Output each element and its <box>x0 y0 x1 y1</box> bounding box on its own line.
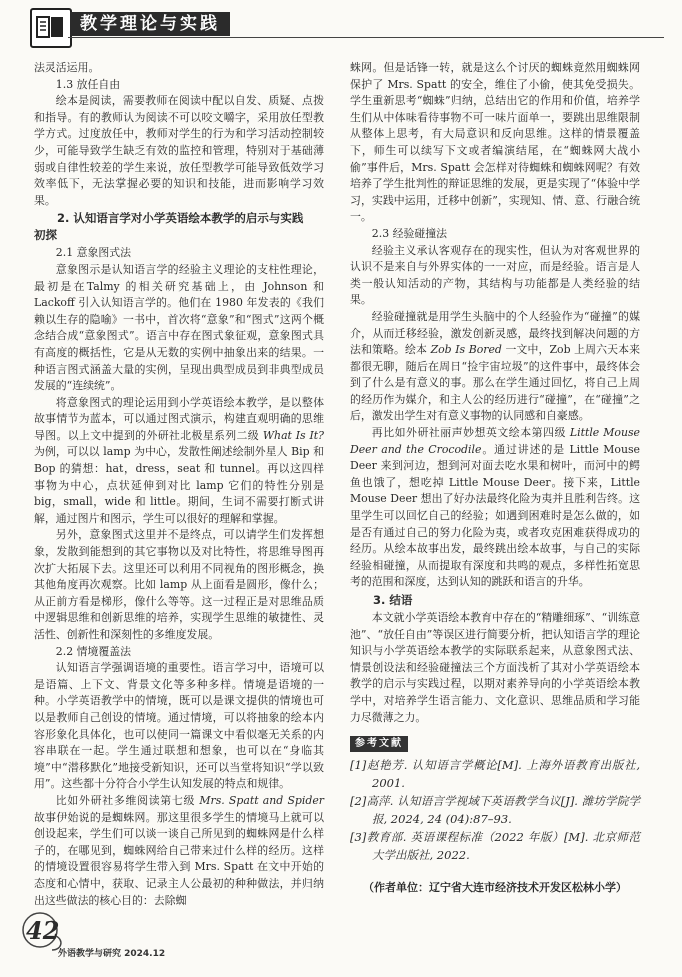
reference-item: [3]教育部. 英语课程标准（2022 年版）[M]. 北京师范大学出版社, 2022. <box>350 830 640 863</box>
paragraph <box>34 793 324 909</box>
text-run: 再比如外研社丽声妙想英文绘本第四级 <box>371 426 570 440</box>
section-heading: 3. 结语 <box>373 593 413 607</box>
section-title: 教学理论与实践 <box>70 12 230 36</box>
references-list <box>350 756 640 864</box>
text-run: 为例，可以以 lamp 为中心，发散性阐述绘制外星人 Bip 和 Bop 的猜想：hat，dress，seat 和 tunnel。再以这四样事物为中心，点状延伸到对比 lamp 它们的特性分别是 big，small，wide 和 little。期间，生词不需要打断式讲解，通过图片和图示，学生可以很好的理解和掌握。 <box>34 445 324 525</box>
paragraph: 经验主义承认客观存在的现实性，但认为对客观世界的认识不是来自与外界实体的一一对应，而是经验。语言是人类一般认知活动的产物，其结构与功能都是人类经验的结果。 <box>350 243 640 307</box>
references-label: 参考文献 <box>350 736 408 752</box>
paragraph: 本文就小学英语绘本教育中存在的“精雕细琢”、“训练意池”、“放任自由”等误区进行简要分析，把认知语言学的理论知识与小学英语绘本教学的实际联系起来，从意象图式法、情景创设法和经验碰撞法三个方面浅析了其对小学英语绘本教学的启示与实践过程，以期对素养导向的小学英语绘本教学中，对培养学生语言能力、文化意识、思维品质和学习能力尽微薄之力。 <box>350 611 640 724</box>
page-footer <box>22 910 322 960</box>
text-run: 经验碰撞就是用学生头脑中的个人经验作为“碰撞”的媒介，从而迁移经验，激发创新灵感，最终找到解决问题的方法和策略。绘本 <box>350 309 640 357</box>
book-title: Mrs. Spatt and Spider <box>199 793 324 807</box>
text-run: 比如外研社多维阅读第七级 <box>55 793 200 807</box>
page-number: 42 <box>26 916 60 945</box>
paragraph: 另外，意象图式这里并不是终点，可以请学生们发挥想象，发散到能想到的其它事物以及对比特性，将思维导图再次扩大拓展下去。这里还可以利用不同视角的图形概念，换其他角度再次观察。比如 lamp 从上面看是圆形，像什么；从正前方看是梯形，像什么等等。这一过程正是对思维品质中逻辑思维和创新思维的培养，实现学生思维的敏捷性、灵活性、创新性和深刻性的多维度发展。 <box>34 528 324 641</box>
paragraph: 意象图示是认知语言学的经验主义理论的支柱性理论，最初是在Talmy 的相关研究基础上，由 Johnson 和 Lackoff 引入认知语言学的。他们在 1980 年发表的《我们赖以生存的隐喻》一书中，首次将“意象”和“图式”这两个概念结合成“意象图式”。语言中存在图式象征观，意象图式具有高度的概括性，它是从无数的实例中抽象出来的结果。一种语言图式涵盖大量的实例，呈现出典型成员到非典型成员发展的“连续统”。 <box>34 262 324 393</box>
paragraph: 认知语言学强调语境的重要性。语言学习中，语境可以是语篇、上下文、背景文化等多种多样。情境是语境的一种。小学英语教学中的情境，既可以是课文提供的情境也可以是教师自己创设的情境。通过情境，可以将抽象的绘本内容形象化具体化，也可以使同一篇课文中看似毫无关系的内容串联在一起。学生通过联想和想象，也可以在“身临其境”中“潜移默化”地接受新知识，还可以当堂将知识“学以致用”。这些都十分符合小学生认知发展的特点和规律。 <box>34 661 324 791</box>
text-run: 一文中，Zob 上周六天本来都很无聊，随后在周日“捡宇宙垃圾”的这件事中，最终体会到了什么是有意义的事。那么在学生通过回忆，将自己上周的经历作为媒介，和主人公的经历进行“碰撞”，在“碰撞”之后，激发出学生对有意义事物的认同感和自豪感。 <box>350 343 640 423</box>
page-header <box>18 6 664 46</box>
subsection-heading: 2.2 情境覆盖法 <box>55 644 132 658</box>
paragraph: 蛛网。但是话锋一转，就是这么个讨厌的蜘蛛竟然用蜘蛛网保护了 Mrs. Spatt 的安全，维住了小偷，使其免受损失。学生重新思考“蜘蛛”归纳，总结出它的作用和价值，培养学生们从中体味看待事物不可一味片面单一，要跳出思维限制从整体上思考，有大局意识和反向思维。这样的情景覆盖下，师生可以续写下文或者编演结尾，在“蜘蛛网大战小偷”事件后，Mrs. Spatt 会怎样对待蜘蛛和蜘蛛网呢？有效培养了学生批判性的辩证思维的发展，更是实现了“体验中学习，实践中运用，迁移中创新”，实现知、情、意、行融合统一。 <box>350 61 640 224</box>
book-title: What Is It? <box>262 428 324 442</box>
book-title: Zob Is Bored <box>430 343 502 357</box>
paragraph: 绘本是阅读，需要教师在阅读中配以自发、质疑、点拨和指导。有的教师认为阅读不可以咬文嚼字，采用放任型教学方式。过度放任中，教师对学生的行为和学习活动控制较少，可能导致学生缺乏有效的监控和管理，特别对于基础薄弱或自律性较差的学生来说，放任型教学可能导致低效学习效率低下，无法掌握必要的知识和技能，进而影响学习效果。 <box>34 94 324 207</box>
text-run: 将意象图式的理论运用到小学英语绘本教学，是以整体故事情节为蓝本，可以通过图式演示，构建直观明确的思维导图。以上文中提到的外研社北极星系列二级 <box>34 395 324 442</box>
left-column <box>34 60 324 909</box>
paragraph <box>350 425 640 591</box>
paragraph <box>350 309 640 425</box>
paragraph: 法灵活运用。 <box>34 61 100 74</box>
book-title: Little Mouse Deer and the Crocodile <box>350 426 640 456</box>
section-heading-line: 初探 <box>34 228 57 243</box>
author-affiliation: （作者单位：辽宁省大连市经济技术开发区松林小学） <box>363 881 627 895</box>
section-heading <box>34 210 324 244</box>
journal-logo <box>30 8 72 48</box>
subsection-heading: 2.1 意象图式法 <box>55 246 132 260</box>
subsection-heading: 1.3 放任自由 <box>55 77 121 91</box>
subsection-heading: 2.3 经验碰撞法 <box>371 226 448 240</box>
paragraph <box>34 395 324 528</box>
header-divider <box>68 37 664 38</box>
book-icon <box>35 13 65 41</box>
section-heading-line: 2. 认知语言学对小学英语绘本教学的启示与实践 <box>57 211 304 226</box>
reference-item: [1]赵艳芳. 认知语言学概论[M]. 上海外语教育出版社, 2001. <box>350 758 640 791</box>
right-column <box>350 60 640 897</box>
journal-name: 外语教学与研究 2024.12 <box>58 949 166 959</box>
reference-item: [2]高萍. 认知语言学视域下英语教学刍议[J]. 潍坊学院学报, 2024, 24 (04):87–93. <box>350 794 640 827</box>
text-run: 故事伊始说的是蜘蛛网。那这里很多学生的情境马上就可以创设起来，学生们可以谈一谈自己所见到的蜘蛛网是什么样子的，在哪见到，蜘蛛网给自己带来过什么样的经历。这样的情境设置很容易将学生带入到 Mrs. Spatt 在文中开始的态度和心情中，获取、记录主人公最初的种种做法，并归纳出这些做法的核心目的：去除蜘 <box>34 810 324 907</box>
text-run: 。通过讲述的是 Little Mouse Deer 来到河边，想到河对面去吃水果和树叶，而河中的鳄鱼也饿了，想吃掉 Little Mouse Deer。接下来，Little Mouse Deer 想出了好办法最终化险为夷并且胜利告终。这里学生可以回忆自己的经验；如遇到困难时是怎么做的，如是否有通过自己的努力化险为夷，或者攻克困难获得成功的经历。从绘本故事出发，最终跳出绘本故事，与自己的实际经验相碰撞，从而提取有深度和共鸣的观点，多样性拓宽思考的范围和深度，达到认知的跳跃和语言的升华。 <box>350 442 640 589</box>
